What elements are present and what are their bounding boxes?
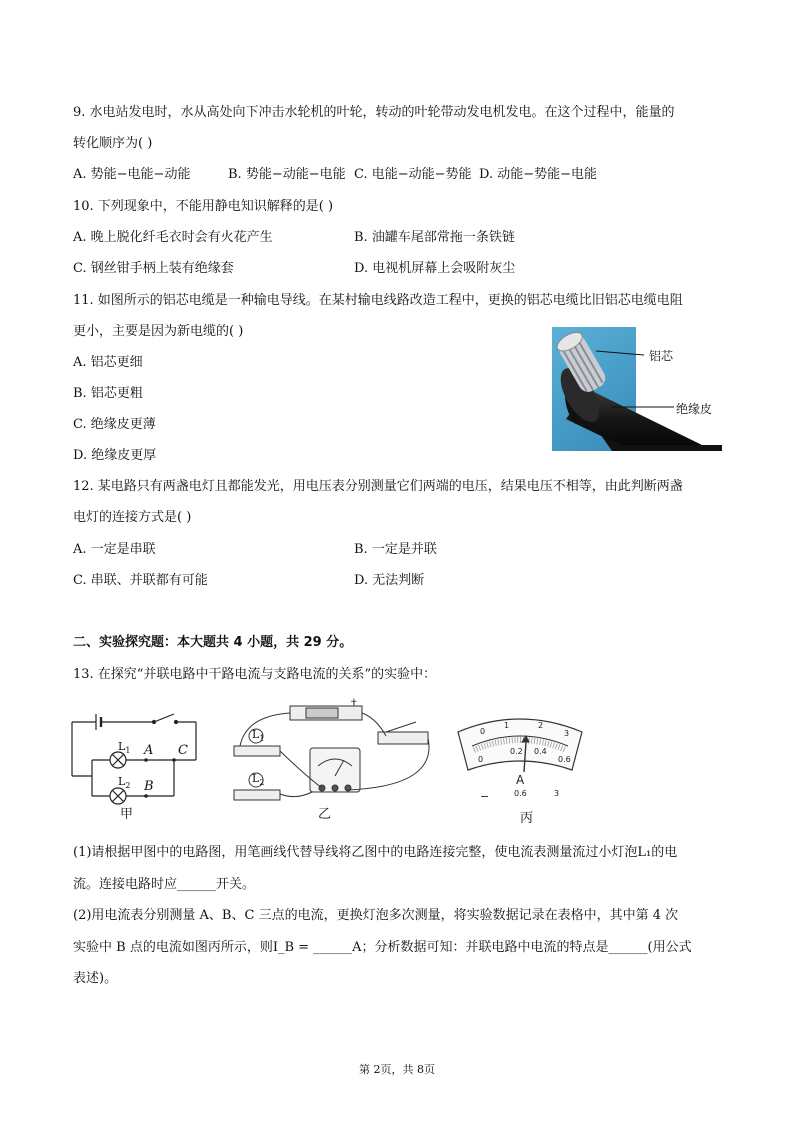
q13-part2-line2: 实验中 B 点的电流如图丙所示，则I_B = ______A；分析数据可知：并联电路中电流的特点是______(用公式 bbox=[73, 940, 692, 955]
meter-bottom-3: 0.6 bbox=[558, 755, 571, 764]
q9-option-b: B. 势能−动能−电能 bbox=[228, 167, 346, 182]
q13-part2-line3: 表述)。 bbox=[73, 971, 118, 986]
cable-figure bbox=[552, 327, 722, 451]
cable-illustration bbox=[552, 327, 722, 451]
q13-part2-line1: (2)用电流表分别测量 A、B、C 三点的电流，更换灯泡多次测量，将实验数据记录在表格中，其中第 4 次 bbox=[73, 908, 679, 923]
q13-part1-line2: 流。连接电路时应______开关。 bbox=[73, 877, 256, 892]
cable-insulation-label: 绝缘皮 bbox=[676, 402, 713, 416]
q10-option-d: D. 电视机屏幕上会吸附灰尘 bbox=[354, 261, 516, 276]
q12-option-d: D. 无法判断 bbox=[354, 573, 425, 588]
jia-point-C: C bbox=[178, 743, 188, 758]
meter-top-0: 0 bbox=[480, 727, 486, 736]
ammeter-dial-bing bbox=[454, 712, 586, 804]
q12-stem-line2: 电灯的连接方式是( ) bbox=[73, 510, 192, 525]
cable-core-label: 铝芯 bbox=[649, 349, 674, 363]
meter-top-1: 1 bbox=[504, 721, 510, 730]
q11-stem-line1: 11. 如图所示的铝芯电缆是一种输电导线。在某村输电线路改造工程中，更换的铝芯电缆比旧铝芯电缆电阻 bbox=[73, 293, 683, 308]
q13-part1-line1: (1)请根据甲图中的电路图，用笔画线代替导线将乙图中的电路连接完整，使电流表测量流过小灯泡L₁的电 bbox=[73, 845, 678, 860]
meter-term-06: 0.6 bbox=[514, 789, 527, 798]
circuit-diagram-jia bbox=[66, 704, 206, 828]
jia-point-B: B bbox=[144, 779, 154, 794]
figure-label-bing: 丙 bbox=[520, 811, 534, 826]
figure-label-jia: 甲 bbox=[120, 807, 134, 822]
yi-label-L2: $L_2$ bbox=[252, 772, 265, 788]
meter-term-3: 3 bbox=[554, 789, 560, 798]
q11-stem-line2: 更小，主要是因为新电缆的( ) bbox=[73, 324, 244, 339]
q9-stem-line2: 转化顺序为( ) bbox=[73, 136, 153, 151]
q13-stem: 13. 在探究“并联电路中干路电流与支路电流的关系”的实验中： bbox=[73, 667, 437, 682]
q12-option-a: A. 一定是串联 bbox=[73, 542, 156, 557]
q12-option-b: B. 一定是并联 bbox=[354, 542, 437, 557]
q11-option-d: D. 绝缘皮更厚 bbox=[73, 448, 157, 463]
svg-text:+: + bbox=[350, 697, 358, 707]
jia-label-L1: $L_1$ bbox=[118, 740, 131, 756]
q11-option-b: B. 铝芯更粗 bbox=[73, 386, 143, 401]
q11-option-a: A. 铝芯更细 bbox=[73, 355, 143, 370]
meter-bottom-1: 0.2 bbox=[510, 747, 523, 756]
meter-bottom-2: 0.4 bbox=[534, 747, 547, 756]
q10-option-c: C. 钢丝钳手柄上装有绝缘套 bbox=[73, 261, 234, 276]
q11-option-c: C. 绝缘皮更薄 bbox=[73, 417, 156, 432]
q10-option-b: B. 油罐车尾部常拖一条铁链 bbox=[354, 230, 515, 245]
q9-option-a: A. 势能−电能−动能 bbox=[73, 167, 191, 182]
meter-top-3: 3 bbox=[564, 729, 570, 738]
q10-stem: 10. 下列现象中，不能用静电知识解释的是( ) bbox=[73, 199, 334, 214]
section-2-title: 二、实验探究题：本大题共 4 小题，共 29 分。 bbox=[73, 635, 353, 650]
jia-label-L2: $L_2$ bbox=[118, 775, 131, 791]
q12-stem-line1: 12. 某电路只有两盏电灯且都能发光，用电压表分别测量它们两端的电压，结果电压不相等，由此判断两盏 bbox=[73, 479, 683, 494]
q9-option-c: C. 电能−动能−势能 bbox=[354, 167, 472, 182]
q10-option-a: A. 晚上脱化纤毛衣时会有火花产生 bbox=[73, 230, 273, 245]
page-footer: 第 2页，共 8页 bbox=[359, 1063, 435, 1076]
q9-option-d: D. 动能−势能−电能 bbox=[479, 167, 598, 182]
meter-unit: A bbox=[516, 773, 525, 787]
meter-term-neg: − bbox=[480, 790, 490, 803]
q12-option-c: C. 串联、并联都有可能 bbox=[73, 573, 208, 588]
meter-top-2: 2 bbox=[538, 721, 544, 730]
q9-stem-line1: 9. 水电站发电时，水从高处向下冲击水轮机的叶轮，转动的叶轮带动发电机发电。在这个过程中，能量的 bbox=[73, 105, 675, 120]
meter-bottom-0: 0 bbox=[478, 755, 484, 764]
figure-label-yi: 乙 bbox=[318, 807, 332, 822]
jia-point-A: A bbox=[144, 743, 154, 758]
yi-label-L1: $L_1$ bbox=[252, 728, 265, 744]
